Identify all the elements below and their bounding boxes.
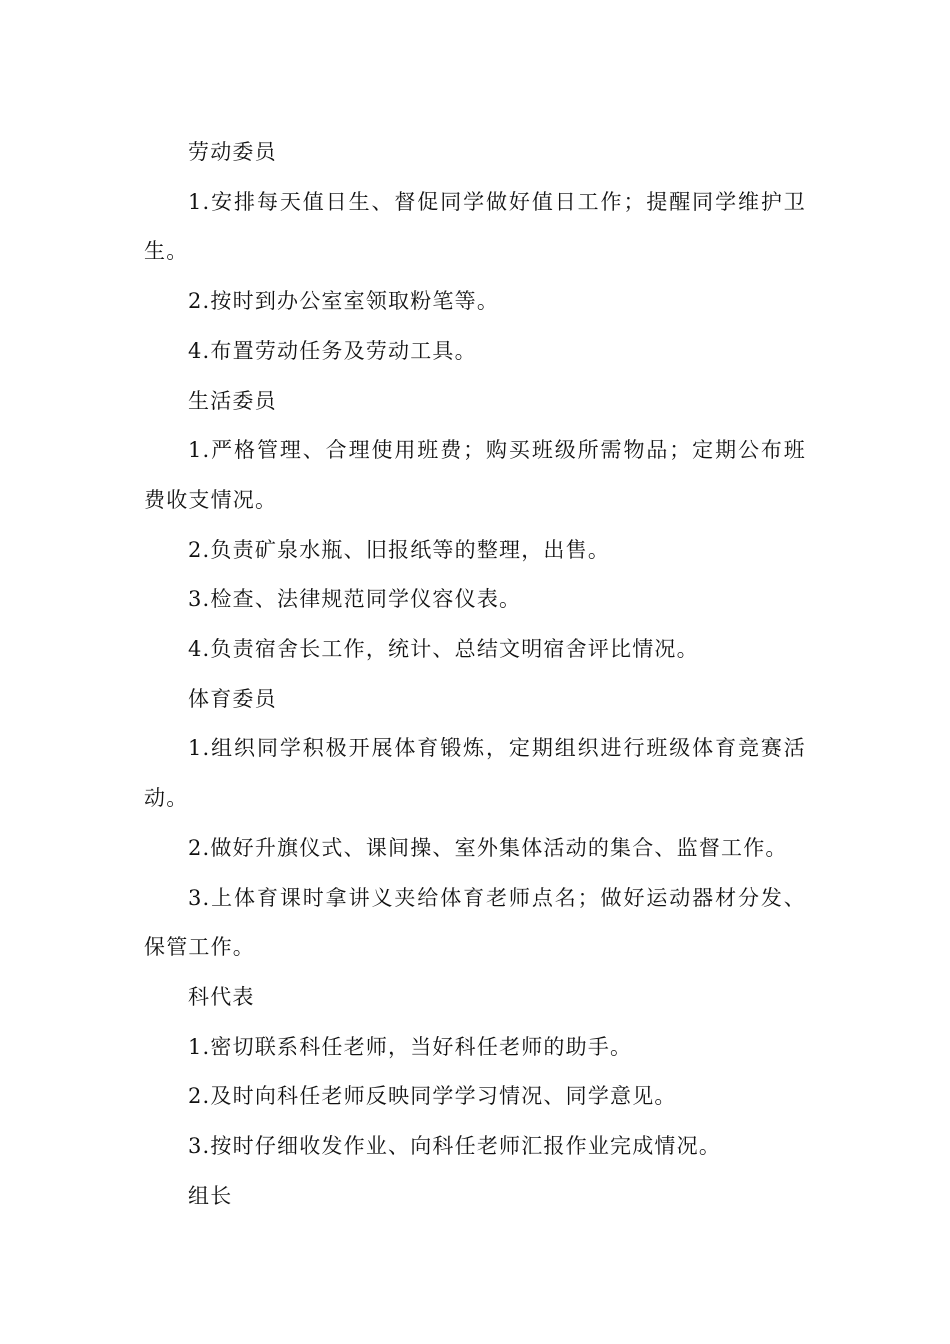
section-heading-group-leader: 组长 — [188, 1183, 233, 1208]
paragraph: 1.组织同学积极开展体育锻炼，定期组织进行班级体育竞赛活动。 — [144, 736, 806, 811]
paragraph: 4.负责宿舍长工作，统计、总结文明宿舍评比情况。 — [188, 637, 699, 662]
section-heading-labor: 劳动委员 — [188, 140, 277, 164]
paragraph: 3.检查、法律规范同学仪容仪表。 — [188, 587, 522, 612]
paragraph: 2.按时到办公室室领取粉笔等。 — [188, 289, 500, 314]
paragraph: 1.安排每天值日生、督促同学做好值日工作；提醒同学维护卫生。 — [144, 189, 806, 264]
section-heading-subject-rep: 科代表 — [188, 984, 255, 1009]
document-body — [144, 128, 806, 1221]
paragraph: 3.按时仔细收发作业、向科任老师汇报作业完成情况。 — [188, 1134, 722, 1159]
paragraph: 2.负责矿泉水瓶、旧报纸等的整理，出售。 — [188, 537, 611, 562]
paragraph: 2.做好升旗仪式、课间操、室外集体活动的集合、监督工作。 — [188, 835, 788, 860]
paragraph: 1.密切联系科任老师，当好科任老师的助手。 — [188, 1034, 633, 1059]
paragraph: 3.上体育课时拿讲义夹给体育老师点名；做好运动器材分发、保管工作。 — [144, 885, 806, 960]
section-heading-sports: 体育委员 — [188, 686, 277, 711]
section-heading-life: 生活委员 — [188, 388, 277, 413]
paragraph: 1.严格管理、合理使用班费；购买班级所需物品；定期公布班费收支情况。 — [144, 438, 806, 512]
paragraph: 2.及时向科任老师反映同学学习情况、同学意见。 — [188, 1084, 677, 1109]
paragraph: 4.布置劳动任务及劳动工具。 — [188, 338, 477, 363]
